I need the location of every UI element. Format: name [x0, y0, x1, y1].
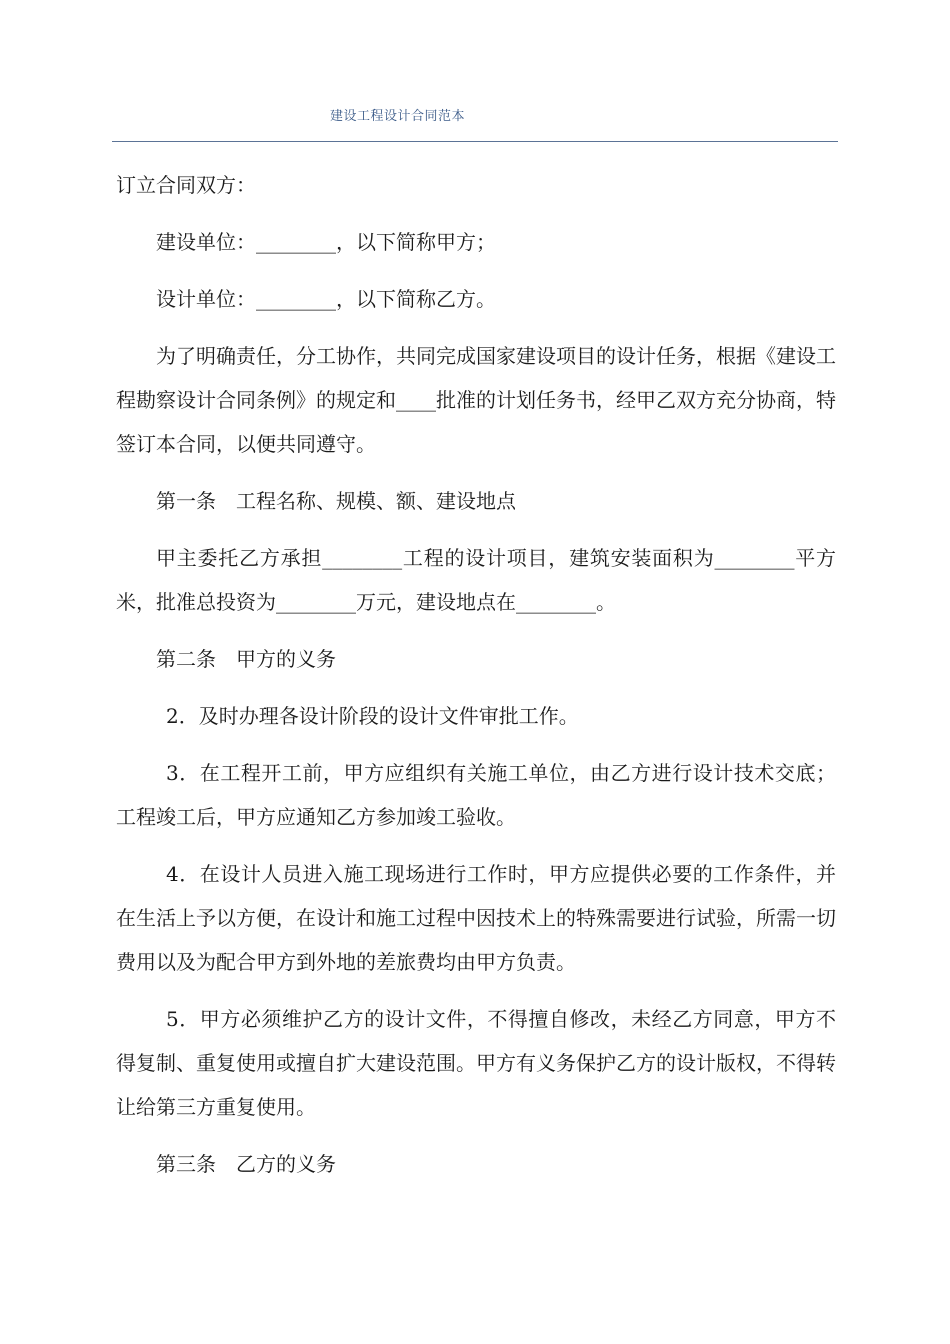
party-a-line: 建设单位：________，以下简称甲方； [156, 230, 496, 254]
header-divider [112, 141, 838, 142]
article-2-item-2: 2．及时办理各设计阶段的设计文件审批工作。 [166, 704, 579, 728]
article-2-heading: 第二条 甲方的义务 [156, 647, 336, 671]
document-body [116, 163, 836, 1199]
party-b-line: 设计单位：________，以下简称乙方。 [156, 287, 496, 311]
preamble-paragraph: 为了明确责任，分工协作，共同完成国家建设项目的设计任务，根据《建设工程勘察设计合同条例》的规定和____批准的计划任务书，经甲乙双方充分协商，特签订本合同，以便共同遵守。 [116, 344, 836, 456]
article-3-heading: 第三条 乙方的义务 [156, 1152, 336, 1176]
article-2-item-4: 4．在设计人员进入施工现场进行工作时，甲方应提供必要的工作条件，并在生活上予以方便，在设计和施工过程中因技术上的特殊需要进行试验，所需一切费用以及为配合甲方到外地的差旅费均由甲方负责。 [116, 862, 836, 974]
article-1-body: 甲主委托乙方承担________工程的设计项目，建筑安装面积为________平方米，批准总投资为________万元，建设地点在________。 [116, 546, 836, 614]
article-1-heading: 第一条 工程名称、规模、额、建设地点 [156, 489, 516, 513]
document-header-title: 建设工程设计合同范本 [330, 109, 466, 124]
parties-heading: 订立合同双方： [116, 173, 256, 197]
article-2-item-3: 3．在工程开工前，甲方应组织有关施工单位，由乙方进行设计技术交底；工程竣工后，甲方应通知乙方参加竣工验收。 [116, 761, 836, 829]
article-2-item-5: 5．甲方必须维护乙方的设计文件，不得擅自修改，未经乙方同意，甲方不得复制、重复使用或擅自扩大建设范围。甲方有义务保护乙方的设计版权，不得转让给第三方重复使用。 [116, 1007, 836, 1119]
